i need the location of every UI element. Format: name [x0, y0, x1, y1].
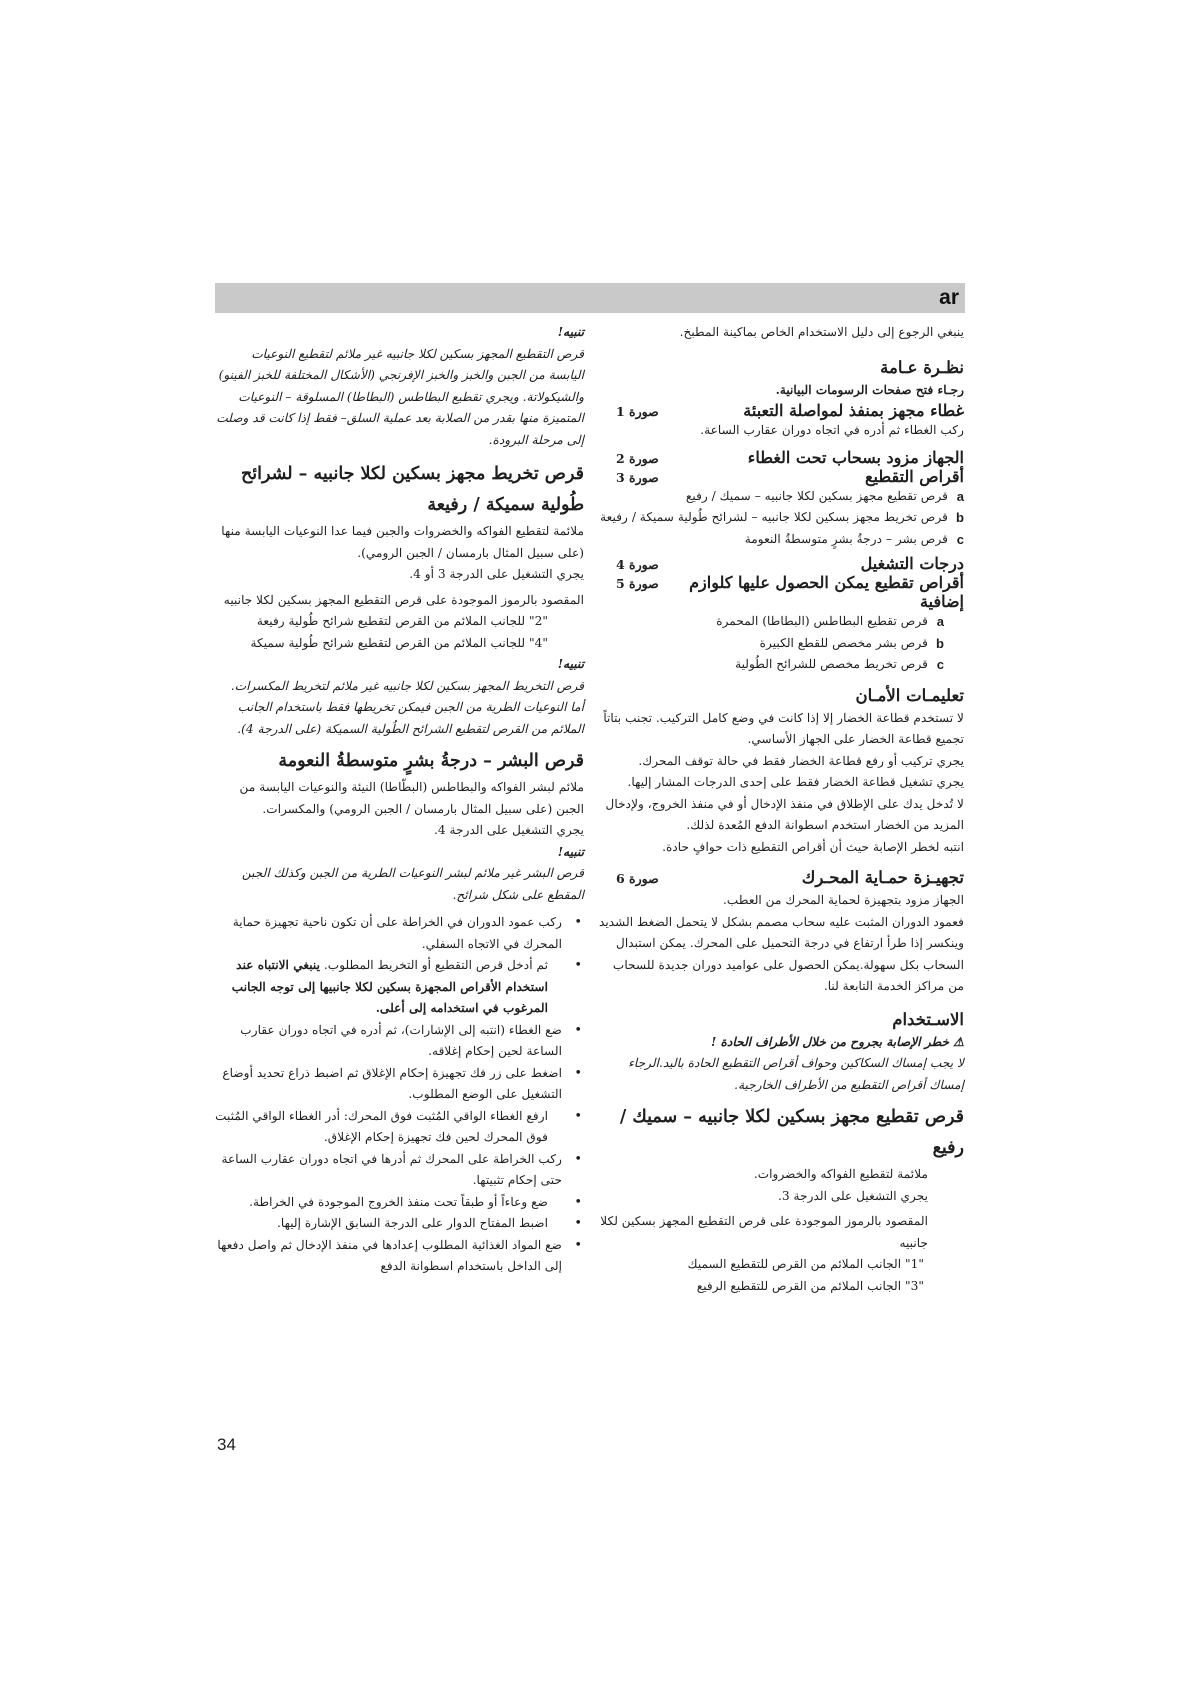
figure-2-row	[598, 448, 964, 467]
list-item: b قرص بشر مخصص للقطع الكبيرة	[759, 635, 944, 651]
note-text: قرص البشر غير ملائم لبشر النوعيات الطرية من الجبن وكذلك الجبن المقطع على شكل شرائح.	[241, 866, 584, 902]
shred-text: المقصود بالرموز الموجودة على قرص التقطيع المجهز بسكين لكلا جانبيه	[223, 592, 584, 607]
safety-text: لا تُدخل يدك على الإطلاق في منفذ الإدخال أو في منفذ الخروج، ولإدخال المزيد من الخضار استخدم اسطوانة الدفع المُعدة لذلك.	[605, 796, 964, 832]
list-item: • ركب الخراطة على المحرك ثم أدرها في اتجاه دوران عقارب الساعة حتى إحكام تثبيتها.	[214, 1149, 584, 1192]
grate-disc-heading: قرص البشر – درجةُ بشرٍ متوسطةُ النعومة	[278, 751, 584, 771]
motor-heading-row	[598, 866, 964, 890]
overview-heading: نظـرة عـامة	[880, 357, 964, 377]
list-item: • ركب عمود الدوران في الخراطة على أن تكون ناحية تجهيزة حماية المحرك في الاتجاه السفلي.	[214, 912, 584, 955]
shred-text: يجري التشغيل على الدرجة 3 أو 4.	[409, 567, 584, 581]
list-item: • ضع الغطاء (انتبه إلى الإشارات)، ثم أدره في اتجاه دوران عقارب الساعة لحين إحكام إغلاقه.	[214, 1020, 584, 1063]
safety-text: لا تستخدم قطاعة الخضار إلا إذا كانت في وضع كامل التركيب. تجنب بتاتاً تجميع قطاعة الخضار على الجهاز الأساسي.	[603, 710, 964, 746]
shred-disc-heading: قرص تخريط مجهز بسكين لكلا جانبيه – لشرائح طُولية سميكة / رفيعة	[240, 464, 584, 515]
slice-text: ملائمة لتقطيع الفواكه والخضروات.	[753, 1167, 928, 1181]
slice-text: المقصود بالرموز الموجودة على قرص التقطيع المجهز بسكين لكلا جانبيه	[600, 1214, 928, 1250]
figure-4-ref: صورة 4	[616, 557, 659, 572]
left-column	[214, 322, 584, 1278]
list-item: c قرص بشر – درجةُ بشرٍ متوسطةُ النعومة	[744, 531, 964, 547]
figure-5-label: أقراص تقطيع يمكن الحصول عليها كلوازم إضافية	[689, 573, 964, 611]
slice-disc-heading: قرص تقطيع مجهز بسكين لكلا جانبيه – سميك / رفيع	[619, 1107, 964, 1158]
list-item: b قرص تخريط مجهز بسكين لكلا جانبيه – لشرائح طُولية سميكة / رفيعة	[600, 510, 964, 525]
figure-1-label: غطاء مجهز بمنفذ لمواصلة التعبئة	[743, 401, 964, 420]
overview-subheading: رجـاء فتح صفحات الرسومات البيانية.	[775, 382, 964, 397]
note-heading: تنبيه!	[557, 657, 584, 671]
figure-3-ref: صورة 3	[616, 469, 659, 485]
safety-heading: تعليمـات الأمـان	[855, 685, 964, 705]
slice-text: "3" الجانب الملائم من القرص للتقطيع الرفيع	[696, 1278, 924, 1293]
figure-5-ref: صورة 5	[616, 576, 659, 591]
grate-text: يجري التشغيل على الدرجة 4.	[433, 823, 584, 837]
list-item: • ثم أدخل قرص التقطيع أو التخريط المطلوب. ينبغي الانتباه عند استخدام الأقراص المجهزة بسكين لكلا جانبيها إلى توجه الجانب المرغوب في استخدامه إلى أعلى.	[214, 955, 584, 1020]
figure-3-row	[598, 467, 964, 486]
figure-5-row	[598, 573, 964, 611]
page-number: 34	[217, 1435, 236, 1454]
usage-heading: الاسـتخدام	[892, 1009, 964, 1029]
figure-4-label: درجات التشغيل	[860, 554, 964, 573]
warning-text: لا يجب إمساك السكاكين وحواف أقراص التقطيع الحادة باليد.الرجاء إمساك أقراص التقطيع من الأطراف الخارجية.	[628, 1056, 964, 1092]
note-text: قرص التخريط المجهز بسكين لكلا جانبيه غير ملائم لتخريط المكسرات. أما النوعيات الطرية من الجبن فيمكن تخريطها فقط باستخدام الجانب الملائم من القرص لتقطيع الشرائح الطُولية السميكة (على الدرجة 4).	[230, 678, 584, 736]
shred-text: "4" للجانب الملائم من القرص لتقطيع شرائح طُولية سميكة	[250, 635, 548, 650]
safety-text: يجري تركيب أو رفع قطاعة الخضار فقط في حالة توقف المحرك.	[638, 753, 964, 768]
list-item: • اضبط المفتاح الدوار على الدرجة السابق الإشارة إليها.	[214, 1213, 584, 1235]
motor-text: الجهاز مزود بتجهيزة لحماية المحرك من العطب.	[722, 893, 964, 907]
figure-1-ref: صورة 1	[616, 404, 659, 419]
safety-text: انتبه لخطر الإصابة حيث أن أقراص التقطيع ذات حوافٍ حادة.	[662, 839, 964, 854]
right-column	[598, 322, 964, 1297]
slice-text: يجري التشغيل على الدرجة 3.	[777, 1188, 928, 1203]
shred-text: "2" للجانب الملائم من القرص لتقطيع شرائح طُولية رفيعة	[256, 614, 548, 628]
shred-text: ملائمة لتقطيع الفواكه والخضروات والجبن فيما عدا النوعيات اليابسة منها (على سبيل المثال بارمسان / الجبن الرومي).	[221, 524, 584, 560]
motor-heading: تجهيـزة حمـاية المحـرك	[801, 868, 964, 887]
steps-list	[214, 912, 584, 1278]
list-item: • اضغط على زر فك تجهيزة إحكام الإغلاق ثم اضبط ذراع تحديد أوضاع التشغيل على الوضع المطلوب.	[214, 1063, 584, 1106]
language-bar	[215, 283, 965, 313]
figure-3-label: أقراص التقطيع	[865, 466, 964, 486]
grate-text: ملائم لبشر الفواكه والبطاطس (البطّاطا) النيئة والنوعيات اليابسة من الجبن (على سبيل المثال بارمسان / الجبن الرومي) والمكسرات.	[239, 780, 584, 816]
slice-text: "1" الجانب الملائم من القرص للتقطيع السميك	[687, 1257, 924, 1271]
warning-icon: ⚠	[953, 1034, 964, 1049]
figure-6-ref: صورة 6	[616, 871, 659, 886]
list-item: • ضع المواد الغذائية المطلوب إعدادها في منفذ الإدخال ثم واصل دفعها إلى الداخل باستخدام اسطوانة الدفع	[214, 1235, 584, 1278]
language-code: ar	[939, 286, 959, 309]
figure-1-desc: ركب الغطاء ثم أدره في اتجاه دوران عقارب الساعة.	[700, 423, 964, 437]
note-text: قرص التقطيع المجهز بسكين لكلا جانبيه غير ملائم لتقطيع النوعيات اليابسة من الجبن والخبز والخبز الإفرنجي (الأشكال المختلفة للخبز الفينو) والشيكولاتة. ويجري تقطيع البطاطس (البطاطا) المسلوقة – النوعيات المتميزة منها بقدر من الصلابة بعد عملية السلق– فقط إذا كانت قد وصلت إلى مرحلة البرودة.	[216, 346, 584, 447]
warning-line: ⚠خطر الإصابة بجروح من خلال الأطراف الحادة !	[598, 1032, 964, 1054]
figure-1-row	[598, 401, 964, 420]
motor-text: فعمود الدوران المثبت عليه سحاب مصمم بشكل لا يتحمل الضغط الشديد وينكسر إذا طرأ ارتفاع في درجة التحميل على المحرك. يمكن استبدال السحاب بكل سهولة.يمكن الحصول على عواميد دوران جديدة للسحاب من مراكز الخدمة التابعة لنا.	[599, 914, 964, 993]
figure-2-ref: صورة 2	[616, 450, 659, 466]
safety-text: يجري تشغيل قطاعة الخضار فقط على إحدى الدرجات المشار إليها.	[627, 775, 964, 789]
list-item: a قرص تقطيع البطاطس (البطاطا) المحمرة	[716, 614, 944, 629]
list-item: c قرص تخريط مخصص للشرائح الطُولية	[735, 657, 944, 672]
list-item: a قرص تقطيع مجهز بسكين لكلا جانبيه – سميك / رفيع	[685, 488, 964, 504]
list-item: • ضع وعاءاً أو طبقاً تحت منفذ الخروج الموجودة في الخراطة.	[214, 1192, 584, 1214]
figure-2-label: الجهاز مزود بسحاب تحت الغطاء	[747, 447, 964, 467]
note-heading: تنبيه!	[557, 325, 584, 339]
note-heading: تنبيه!	[557, 844, 584, 859]
intro-text: ينبغي الرجوع إلى دليل الاستخدام الخاص بماكينة المطبخ.	[679, 325, 964, 339]
list-item: • ارفع الغطاء الواقي المُثبت فوق المحرك: أدر الغطاء الواقي المُثبت فوق المحرك لحين فك تجهيزة إحكام الإغلاق.	[214, 1106, 584, 1149]
figure-4-row	[598, 554, 964, 573]
